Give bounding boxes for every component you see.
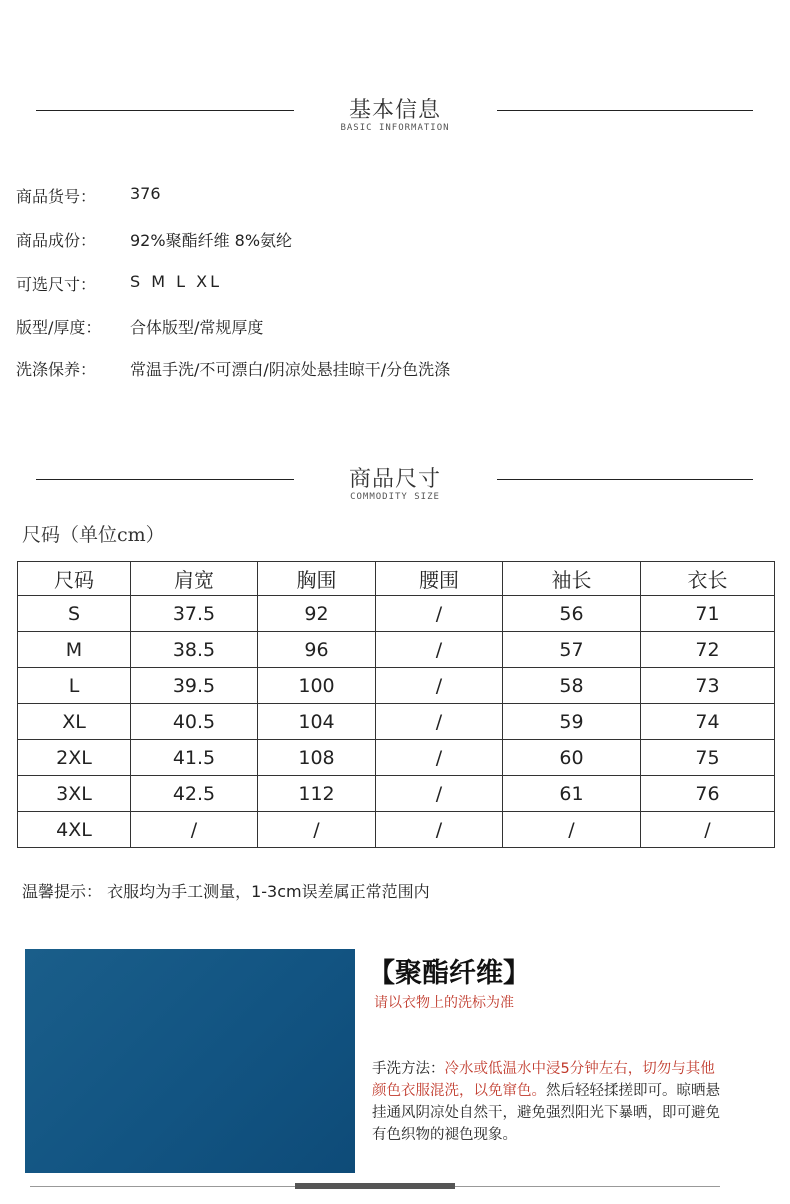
fabric-title: 【聚酯纤维】 [368, 958, 530, 989]
measurement-cell: / [376, 668, 503, 704]
measurement-cell: 42.5 [131, 776, 258, 812]
column-header: 尺码 [18, 562, 131, 596]
commodity-size-header [0, 467, 790, 520]
table-row [18, 704, 775, 740]
measurement-cell: / [131, 812, 258, 848]
measurement-cell: 61 [503, 776, 641, 812]
measurement-cell: 56 [503, 596, 641, 632]
column-header: 胸围 [258, 562, 376, 596]
measurement-cell: 41.5 [131, 740, 258, 776]
measurement-cell: / [376, 632, 503, 668]
bottom-accent-bar [295, 1183, 455, 1189]
column-header: 袖长 [503, 562, 641, 596]
measurement-cell: 59 [503, 704, 641, 740]
table-row [18, 776, 775, 812]
column-header: 腰围 [376, 562, 503, 596]
measurement-cell: / [376, 776, 503, 812]
info-value: 92%聚酯纤维 8%氨纶 [130, 231, 293, 250]
header-divider-right [497, 110, 753, 111]
measurement-cell: / [376, 596, 503, 632]
size-table [17, 561, 775, 848]
info-label: 版型/厚度： [16, 318, 102, 337]
care-label: 手洗方法： [372, 1061, 445, 1077]
size-cell: M [18, 632, 131, 668]
measurement-cell: 58 [503, 668, 641, 704]
measurement-cell: / [503, 812, 641, 848]
measurement-cell: 92 [258, 596, 376, 632]
measurement-cell: 39.5 [131, 668, 258, 704]
measurement-cell: 74 [641, 704, 775, 740]
measurement-cell: 104 [258, 704, 376, 740]
info-label: 商品成份： [16, 231, 97, 250]
size-cell: 4XL [18, 812, 131, 848]
measurement-cell: 60 [503, 740, 641, 776]
header-divider-right [497, 479, 753, 480]
measurement-cell: 96 [258, 632, 376, 668]
table-row [18, 812, 775, 848]
fabric-swatch-image [25, 949, 355, 1173]
info-value: 合体版型/常规厚度 [130, 318, 264, 337]
measurement-cell: 100 [258, 668, 376, 704]
table-row [18, 668, 775, 704]
info-value: 376 [130, 184, 161, 203]
measurement-cell: 112 [258, 776, 376, 812]
column-header: 衣长 [641, 562, 775, 596]
measurement-cell: 57 [503, 632, 641, 668]
care-highlight: 冷水或低温水中浸5分钟左右，切勿与其他颜色衣服混洗，以免窜色。 [372, 1061, 715, 1099]
commodity-size-title: 商品尺寸 [348, 467, 441, 492]
measurement-cell: / [376, 812, 503, 848]
size-cell: XL [18, 704, 131, 740]
size-cell: L [18, 668, 131, 704]
info-value: S M L XL [130, 272, 223, 291]
measurement-cell: 73 [641, 668, 775, 704]
measurement-cell: 72 [641, 632, 775, 668]
measurement-cell: 37.5 [131, 596, 258, 632]
care-instructions [372, 1058, 722, 1146]
measurement-cell: 76 [641, 776, 775, 812]
care-rest: 然后轻轻揉搓即可。晾晒悬挂通风阴凉处自然干，避免强烈阳光下暴晒，即可避免有色织物的褪色现象。 [372, 1083, 720, 1143]
table-row [18, 740, 775, 776]
info-label: 商品货号： [16, 187, 97, 206]
measurement-cell: / [376, 740, 503, 776]
size-cell: S [18, 596, 131, 632]
measurement-cell: 71 [641, 596, 775, 632]
info-value: 常温手洗/不可漂白/阴凉处悬挂晾干/分色洗涤 [130, 360, 451, 379]
measurement-cell: / [641, 812, 775, 848]
basic-info-title: 基本信息 [348, 98, 441, 123]
size-cell: 2XL [18, 740, 131, 776]
size-table-body [18, 596, 775, 848]
fabric-note: 请以衣物上的洗标为准 [374, 995, 514, 1011]
basic-info-header [0, 98, 790, 151]
table-row [18, 632, 775, 668]
measurement-cell: 40.5 [131, 704, 258, 740]
measurement-cell: / [258, 812, 376, 848]
measurement-cell: 108 [258, 740, 376, 776]
measurement-tip: 温馨提示： 衣服均为手工测量，1-3cm误差属正常范围内 [22, 882, 430, 901]
info-label: 洗涤保养： [16, 360, 97, 379]
column-header: 肩宽 [131, 562, 258, 596]
measurement-cell: 75 [641, 740, 775, 776]
table-row [18, 596, 775, 632]
size-unit-label: 尺码（单位cm） [22, 524, 165, 546]
measurement-cell: / [376, 704, 503, 740]
info-label: 可选尺寸： [16, 275, 97, 294]
measurement-cell: 38.5 [131, 632, 258, 668]
size-cell: 3XL [18, 776, 131, 812]
commodity-size-subtitle: COMMODITY SIZE [350, 492, 440, 502]
basic-info-subtitle: BASIC INFORMATION [340, 123, 450, 133]
table-header-row [18, 562, 775, 596]
